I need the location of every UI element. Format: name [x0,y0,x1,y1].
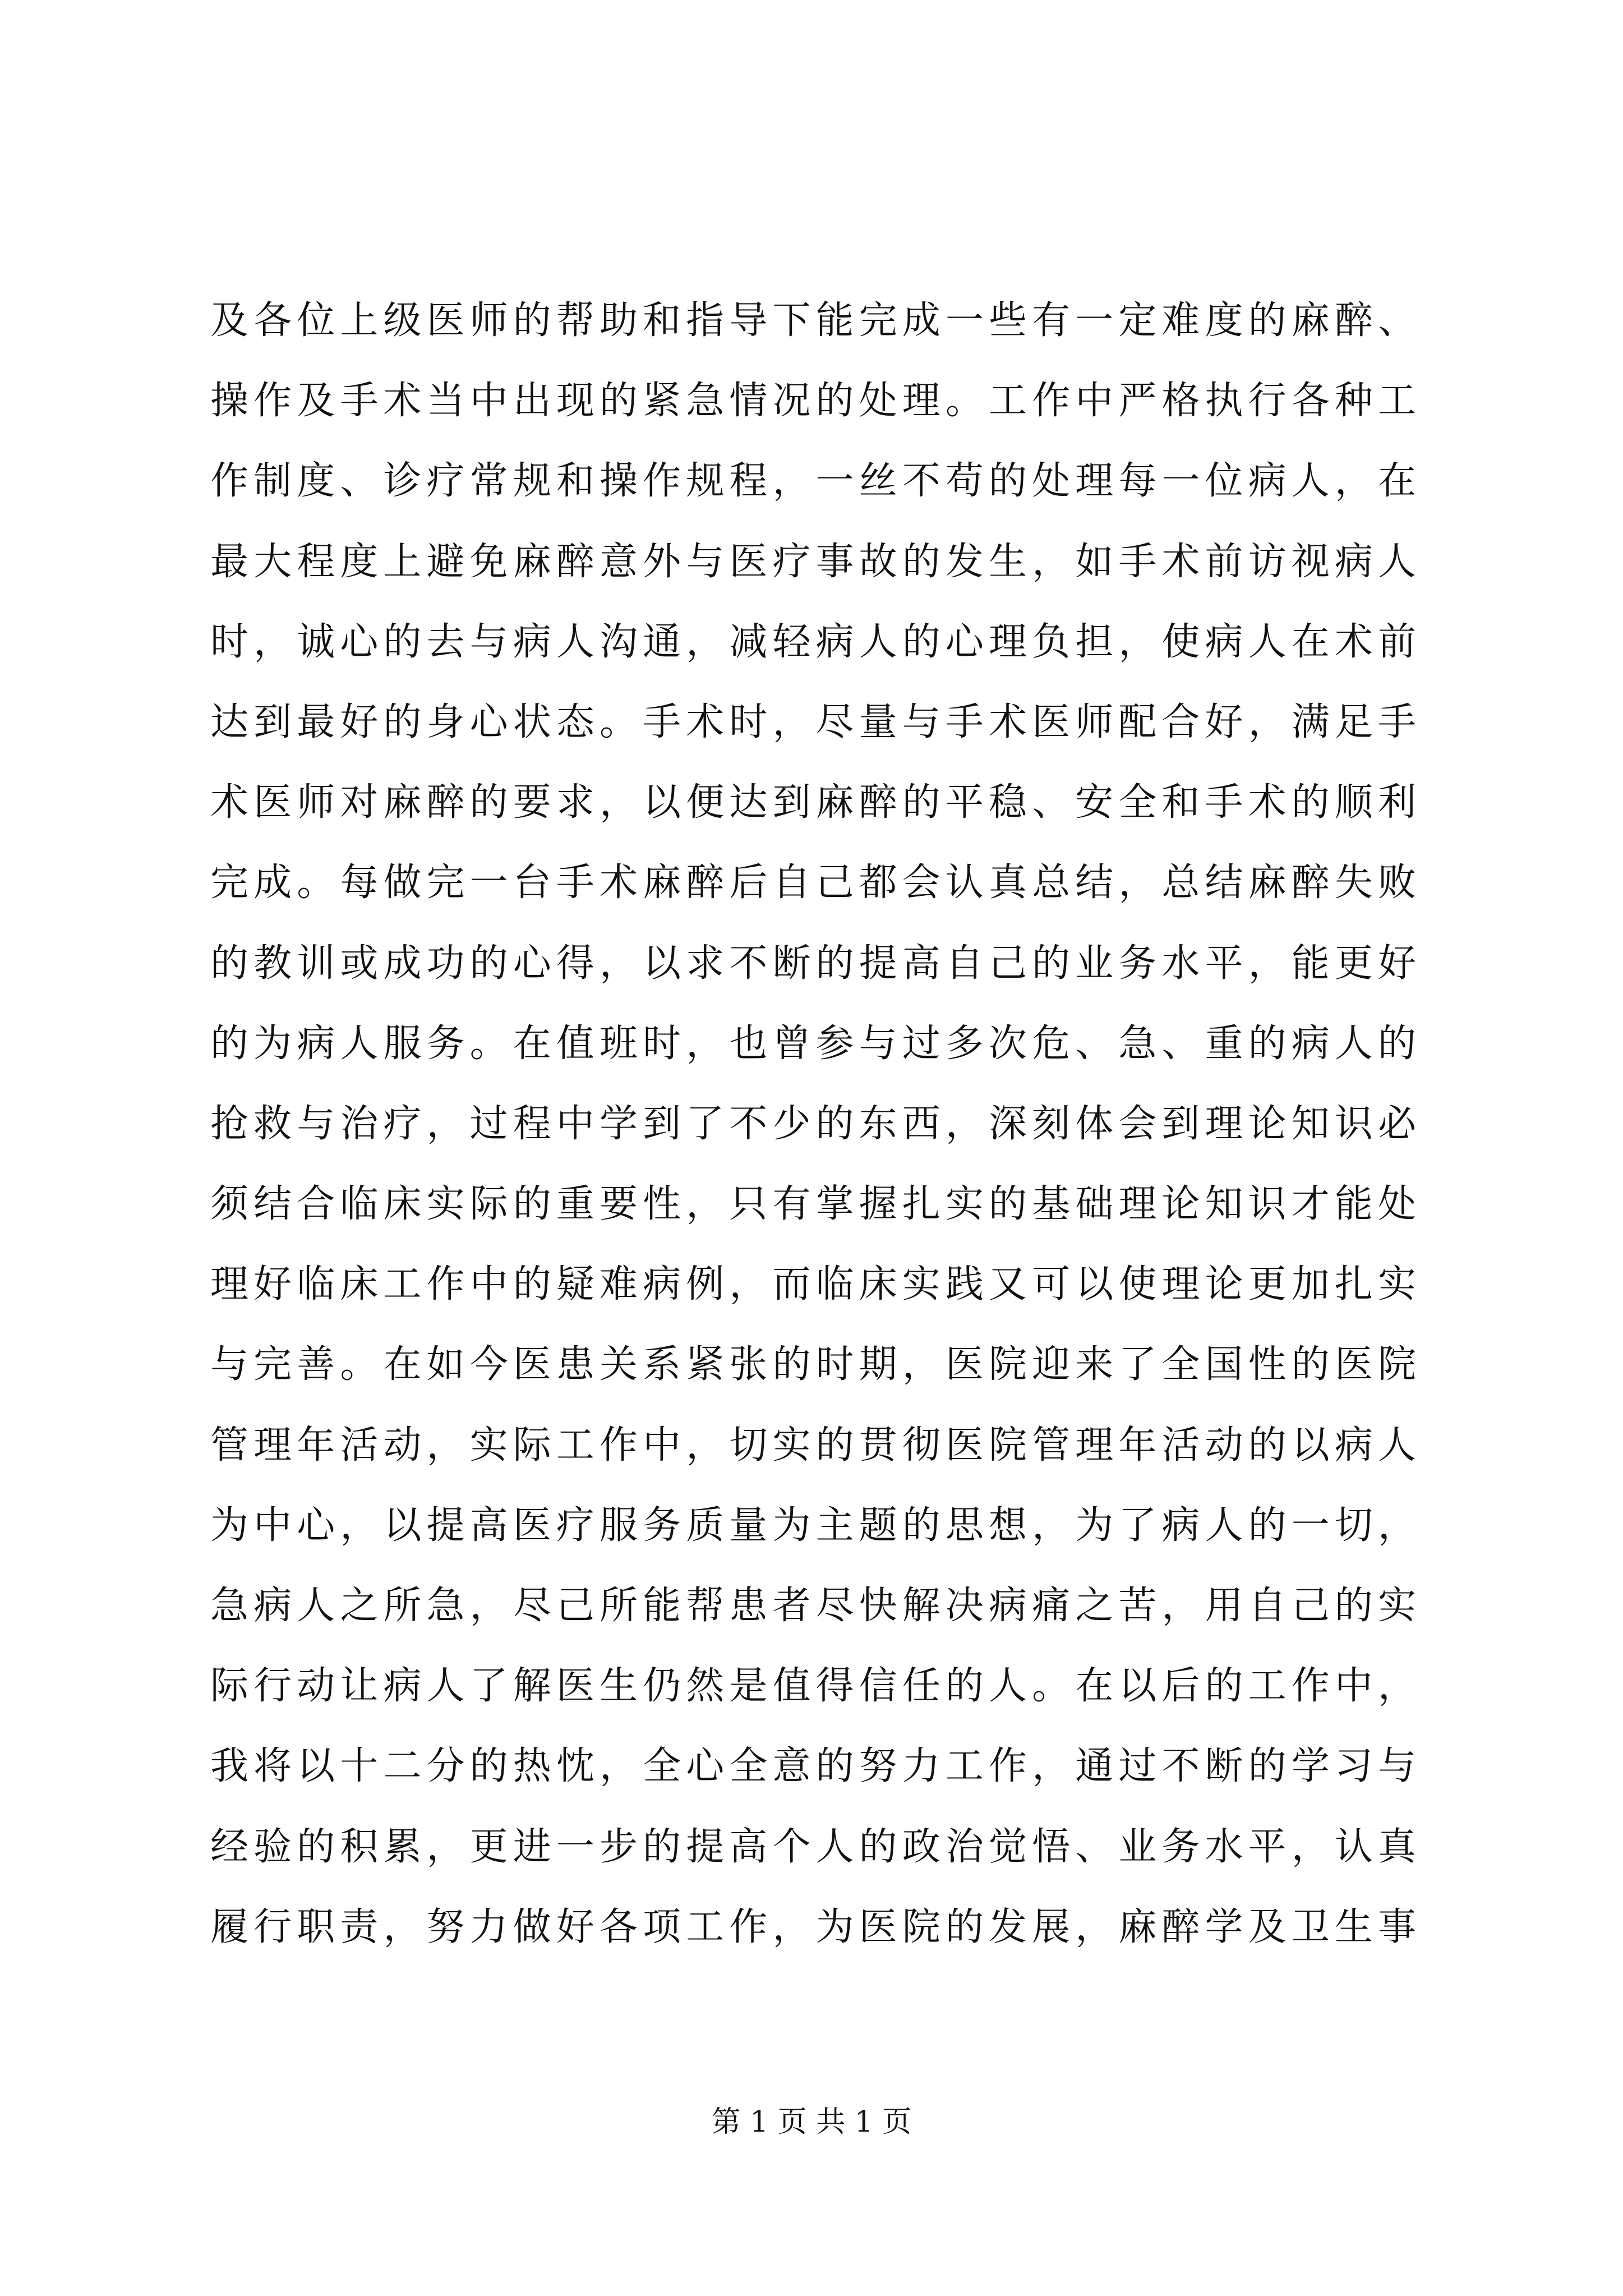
text-line: 达到最好的身心状态。手术时，尽量与手术医师配合好，满足手 [210,700,1416,744]
text-line: 履行职责，努力做好各项工作，为医院的发展，麻醉学及卫生事 [210,1904,1416,1949]
text-line: 经验的积累，更进一步的提高个人的政治觉悟、业务水平，认真 [210,1824,1416,1869]
text-line: 抢救与治疗，过程中学到了不少的东西，深刻体会到理论知识必 [210,1101,1416,1146]
body-text [210,280,1416,1967]
text-line: 须结合临床实际的重要性，只有掌握扎实的基础理论知识才能处 [210,1182,1416,1227]
text-line: 最大程度上避免麻醉意外与医疗事故的发生，如手术前访视病人 [210,539,1416,584]
text-line: 完成。每做完一台手术麻醉后自己都会认真总结，总结麻醉失败 [210,861,1416,905]
text-line: 的为病人服务。在值班时，也曾参与过多次危、急、重的病人的 [210,1021,1416,1066]
text-line: 操作及手术当中出现的紧急情况的处理。工作中严格执行各种工 [210,379,1416,424]
page-footer: 第 1 页 共 1 页 [711,2105,912,2139]
text-line: 及各位上级医师的帮助和指导下能完成一些有一定难度的麻醉、 [210,298,1416,343]
text-line: 我将以十二分的热忱，全心全意的努力工作，通过不断的学习与 [210,1744,1416,1789]
text-line: 时，诚心的去与病人沟通，减轻病人的心理负担，使病人在术前 [210,619,1416,664]
text-line: 际行动让病人了解医生仍然是值得信任的人。在以后的工作中， [210,1664,1416,1709]
text-line: 急病人之所急，尽己所能帮患者尽快解决病痛之苦，用自己的实 [210,1584,1416,1628]
text-line: 的教训或成功的心得，以求不断的提高自己的业务水平，能更好 [210,941,1416,986]
text-line: 作制度、诊疗常规和操作规程，一丝不苟的处理每一位病人，在 [210,459,1416,504]
text-line: 术医师对麻醉的要求，以便达到麻醉的平稳、安全和手术的顺利 [210,780,1416,825]
text-line: 与完善。在如今医患关系紧张的时期，医院迎来了全国性的医院 [210,1342,1416,1387]
text-line: 理好临床工作中的疑难病例，而临床实践又可以使理论更加扎实 [210,1262,1416,1307]
text-line: 为中心，以提高医疗服务质量为主题的思想，为了病人的一切， [210,1503,1416,1548]
text-line: 管理年活动，实际工作中，切实的贯彻医院管理年活动的以病人 [210,1423,1416,1467]
